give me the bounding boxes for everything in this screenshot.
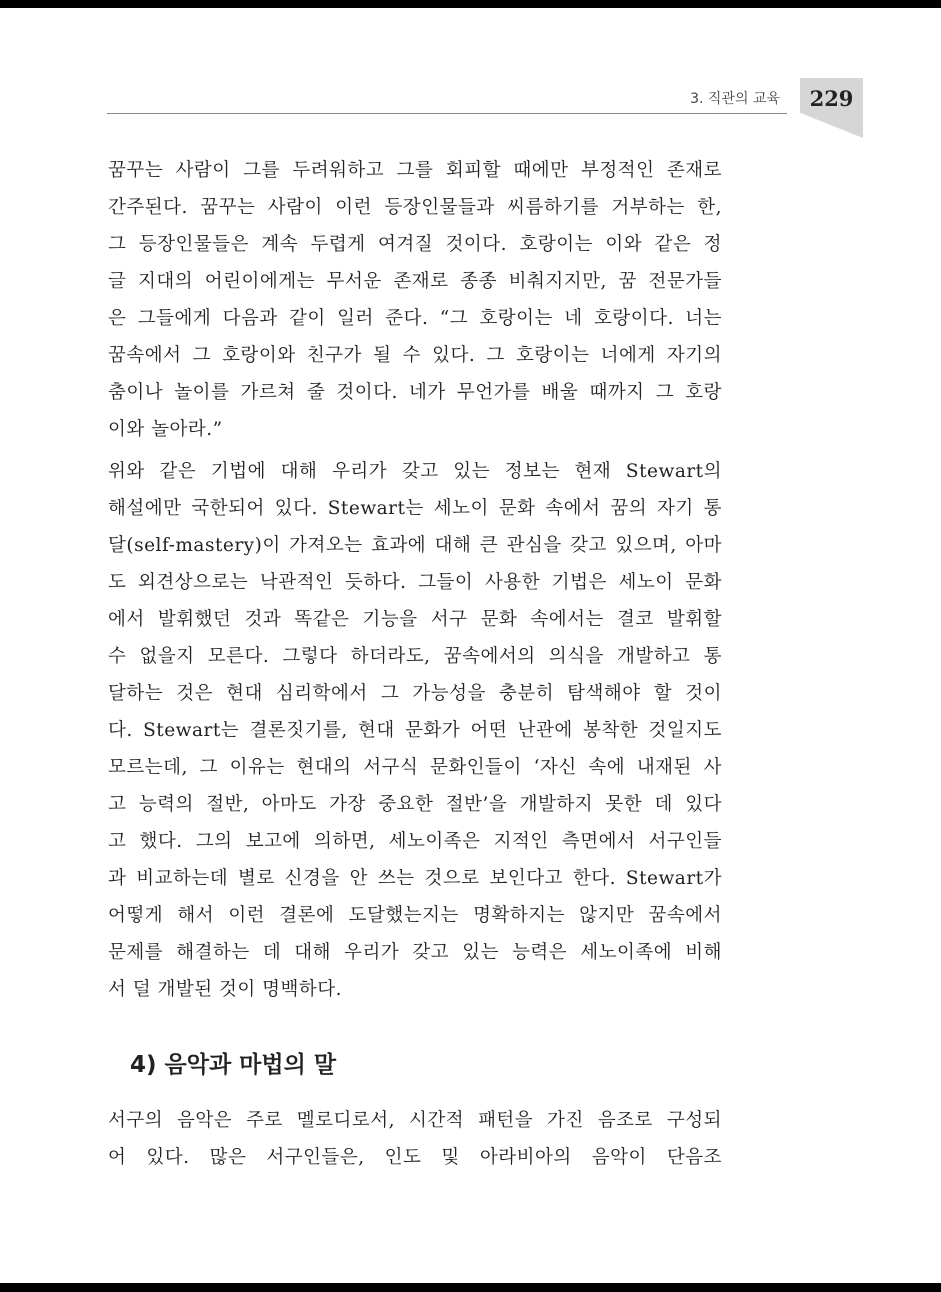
page-number: 229: [809, 86, 854, 111]
text-line: 간주된다. 꿈꾸는 사람이 이런 등장인물들과 씨름하기를 거부하는 한,: [108, 197, 722, 218]
text-line: 그 등장인물들은 계속 두렵게 여겨질 것이다. 호랑이는 이와 같은 정: [108, 234, 722, 255]
page-bottom-border: [0, 1283, 941, 1292]
header-rule: [107, 113, 787, 114]
paragraph-3: [108, 1102, 722, 1176]
page-top-border: [0, 0, 941, 8]
text-line: 도 외견상으로는 낙관적인 듯하다. 그들이 사용한 기법은 세노이 문화: [108, 572, 722, 593]
text-line: 에서 발휘했던 것과 똑같은 기능을 서구 문화 속에서는 결코 발휘할: [108, 609, 722, 630]
running-head: 3. 직관의 교육: [690, 91, 780, 107]
text-line: 위와 같은 기법에 대해 우리가 갖고 있는 정보는 현재 Stewart의: [108, 461, 722, 482]
text-line: 다. Stewart는 결론짓기를, 현대 문화가 어떤 난관에 봉착한 것일지도: [108, 720, 722, 741]
section-heading: 4) 음악과 마법의 말: [130, 1052, 337, 1078]
text-line: 달하는 것은 현대 심리학에서 그 가능성을 충분히 탐색해야 할 것이: [108, 683, 722, 704]
text-line: 꿈속에서 그 호랑이와 친구가 될 수 있다. 그 호랑이는 너에게 자기의: [108, 345, 722, 366]
text-line: 꿈꾸는 사람이 그를 두려워하고 그를 회피할 때에만 부정적인 존재로: [108, 160, 722, 181]
text-line: 글 지대의 어린이에게는 무서운 존재로 종종 비춰지지만, 꿈 전문가들: [108, 271, 722, 292]
text-line: 고 능력의 절반, 아마도 가장 중요한 절반’을 개발하지 못한 데 있다: [108, 794, 722, 815]
text-line: 해설에만 국한되어 있다. Stewart는 세노이 문화 속에서 꿈의 자기 통: [108, 498, 722, 519]
paragraph-2: [108, 453, 722, 1008]
paragraph-1: [108, 152, 722, 448]
text-line: 춤이나 놀이를 가르쳐 줄 것이다. 네가 무언가를 배울 때까지 그 호랑: [108, 382, 722, 403]
text-line: 문제를 해결하는 데 대해 우리가 갖고 있는 능력은 세노이족에 비해: [108, 942, 722, 963]
text-line: 어 있다. 많은 서구인들은, 인도 및 아라비아의 음악이 단음조: [108, 1147, 722, 1168]
text-line: 수 없을지 모른다. 그렇다 하더라도, 꿈속에서의 의식을 개발하고 통: [108, 646, 722, 667]
text-line: 은 그들에게 다음과 같이 일러 준다. “그 호랑이는 네 호랑이다. 너는: [108, 308, 722, 329]
text-line: 모르는데, 그 이유는 현대의 서구식 문화인들이 ‘자신 속에 내재된 사: [108, 757, 722, 778]
text-line: 서 덜 개발된 것이 명백하다.: [108, 979, 342, 1000]
text-line: 과 비교하는데 별로 신경을 안 쓰는 것으로 보인다고 한다. Stewart가: [108, 868, 722, 889]
text-line: 달(self-mastery)이 가져오는 효과에 대해 큰 관심을 갖고 있으며, 아마: [108, 535, 722, 556]
text-line: 이와 놀아라.”: [108, 419, 223, 440]
text-line: 서구의 음악은 주로 멜로디로서, 시간적 패턴을 가진 음조로 구성되: [108, 1110, 722, 1131]
text-line: 어떻게 해서 이런 결론에 도달했는지는 명확하지는 않지만 꿈속에서: [108, 905, 722, 926]
text-line: 고 했다. 그의 보고에 의하면, 세노이족은 지적인 측면에서 서구인들: [108, 831, 722, 852]
